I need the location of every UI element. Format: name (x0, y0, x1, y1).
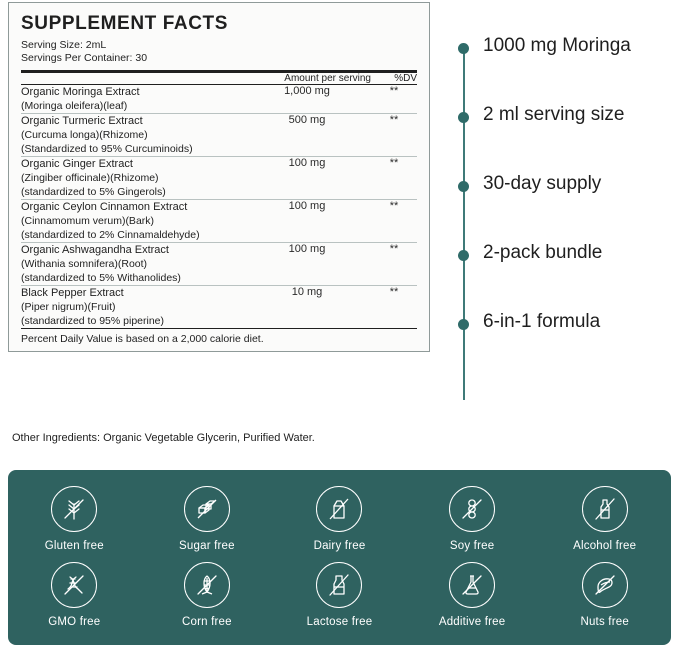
ingredient-cell (21, 157, 243, 199)
milk-carton-icon (316, 486, 362, 532)
dna-syringe-icon (51, 562, 97, 608)
latin-text: (Withania somnifera) (21, 258, 118, 270)
flask-icon (449, 562, 495, 608)
bullet-dot-icon (458, 43, 469, 54)
ingredient-amount: 100 mg (288, 157, 326, 169)
free-from-label: Gluten free (44, 540, 104, 552)
ingredient-latin (21, 171, 243, 185)
feature-label: 6-in-1 formula (483, 311, 601, 332)
ingredients-body (21, 114, 417, 156)
serving-size: Serving Size: 2mL (21, 39, 107, 51)
bullet-dot-icon (458, 250, 469, 261)
table-row (21, 85, 417, 113)
free-from-label: Lactose free (306, 616, 373, 628)
plant-part: (Bark) (125, 215, 155, 227)
ingredient-amount: 100 mg (288, 243, 326, 255)
bullet-dot-icon (458, 112, 469, 123)
ingredient-cell (21, 85, 243, 113)
ingredient-amount: 1,000 mg (284, 85, 330, 97)
latin-text: (Zingiber officinale) (21, 172, 111, 184)
ingredients-table (21, 73, 417, 84)
header-spacer (21, 73, 243, 84)
sugar-cubes-icon (184, 486, 230, 532)
soy-beans-icon (449, 486, 495, 532)
ingredient-name: Black Pepper Extract (21, 287, 124, 299)
latin-text: (Cinnamomum verum) (21, 215, 126, 227)
free-from-band (8, 470, 671, 645)
ingredients-body (21, 85, 417, 113)
corn-icon (184, 562, 230, 608)
plant-part: (Rhizome) (99, 129, 148, 141)
wheat-icon (51, 486, 97, 532)
ingredient-latin (21, 214, 243, 228)
ingredient-amount: 100 mg (288, 200, 326, 212)
peanut-icon (582, 562, 628, 608)
ingredient-standardization: (standardized to 95% piperine) (21, 315, 165, 327)
ingredient-cell (21, 114, 243, 156)
free-from-label: Dairy free (313, 540, 366, 552)
feature-item-supply (455, 168, 675, 237)
ingredient-name: Organic Ceylon Cinnamon Extract (21, 201, 188, 213)
free-from-gmo (8, 554, 141, 628)
latin-text: (Moringa oleifera) (21, 100, 104, 112)
ingredient-latin (21, 257, 243, 271)
free-from-label: Sugar free (179, 540, 235, 552)
plant-part: (Root) (117, 258, 148, 270)
ingredient-latin (21, 99, 243, 113)
table-row (21, 243, 417, 285)
ingredient-dv: ** (389, 200, 399, 212)
feature-item-moringa (455, 30, 675, 99)
ingredient-amount: 500 mg (288, 114, 326, 126)
other-ingredients: Other Ingredients: Organic Vegetable Glycerin, Purified Water. (12, 432, 315, 444)
feature-label: 30-day supply (483, 173, 602, 194)
free-from-label: Soy free (449, 540, 495, 552)
free-from-label: Nuts free (580, 616, 629, 628)
ingredient-cell (21, 200, 243, 242)
table-header-row (21, 73, 417, 84)
free-from-corn (141, 554, 274, 628)
plant-part: (Rhizome) (110, 172, 159, 184)
ingredient-cell (21, 243, 243, 285)
ingredients-body (21, 243, 417, 285)
column-header-amount: Amount per serving (284, 73, 371, 84)
free-from-lactose (273, 554, 406, 628)
plant-part: (leaf) (103, 100, 128, 112)
feature-item-serving-size (455, 99, 675, 168)
milk-bottle-icon (316, 562, 362, 608)
free-from-nuts (538, 554, 671, 628)
free-from-label: GMO free (48, 616, 101, 628)
free-from-label: Corn free (182, 616, 232, 628)
feature-label: 1000 mg Moringa (483, 35, 631, 56)
table-row (21, 200, 417, 242)
ingredient-standardization: (standardized to 5% Gingerols) (21, 186, 166, 198)
free-from-gluten (8, 478, 141, 552)
free-from-soy (406, 478, 539, 552)
ingredient-latin (21, 128, 243, 142)
free-from-dairy (273, 478, 406, 552)
column-header-dv: %DV (394, 73, 417, 84)
feature-label: 2 ml serving size (483, 104, 625, 125)
feature-label: 2-pack bundle (483, 242, 603, 263)
ingredient-latin (21, 300, 243, 314)
ingredient-amount: 10 mg (291, 286, 323, 298)
daily-value-footnote: Percent Daily Value is based on a 2,000 calorie diet. (21, 333, 264, 345)
free-from-sugar (141, 478, 274, 552)
table-row (21, 286, 417, 328)
latin-text: (Curcuma longa) (21, 129, 100, 141)
ingredient-standardization: (standardized to 5% Withanolides) (21, 272, 181, 284)
ingredient-name: Organic Moringa Extract (21, 86, 140, 98)
ingredient-name: Organic Ginger Extract (21, 158, 133, 170)
ingredient-name: Organic Ashwagandha Extract (21, 244, 169, 256)
ingredient-name: Organic Turmeric Extract (21, 115, 143, 127)
page-title: SUPPLEMENT FACTS (21, 13, 229, 34)
ingredient-dv: ** (389, 243, 399, 255)
ingredient-cell (21, 286, 243, 328)
bullet-dot-icon (458, 181, 469, 192)
feature-list (455, 30, 675, 420)
table-row (21, 157, 417, 199)
free-from-label: Additive free (438, 616, 506, 628)
feature-item-bundle (455, 237, 675, 306)
supplement-facts-panel (8, 2, 430, 352)
ingredients-body (21, 157, 417, 199)
ingredient-standardization: (Standardized to 95% Curcuminoids) (21, 143, 193, 155)
ingredient-dv: ** (389, 286, 399, 298)
feature-item-formula (455, 306, 675, 375)
ingredient-dv: ** (389, 114, 399, 126)
ingredient-dv: ** (389, 157, 399, 169)
latin-text: (Piper nigrum) (21, 301, 88, 313)
ingredients-body (21, 286, 417, 328)
plant-part: (Fruit) (87, 301, 116, 313)
free-from-additive (406, 554, 539, 628)
free-from-alcohol (538, 478, 671, 552)
free-from-grid (8, 478, 671, 628)
ingredient-standardization: (standardized to 2% Cinnamaldehyde) (21, 229, 200, 241)
servings-per-container: Servings Per Container: 30 (21, 52, 148, 64)
bullet-dot-icon (458, 319, 469, 330)
ingredient-dv: ** (389, 85, 399, 97)
table-row (21, 114, 417, 156)
ingredients-body (21, 200, 417, 242)
free-from-label: Alcohol free (573, 540, 637, 552)
bottle-icon (582, 486, 628, 532)
